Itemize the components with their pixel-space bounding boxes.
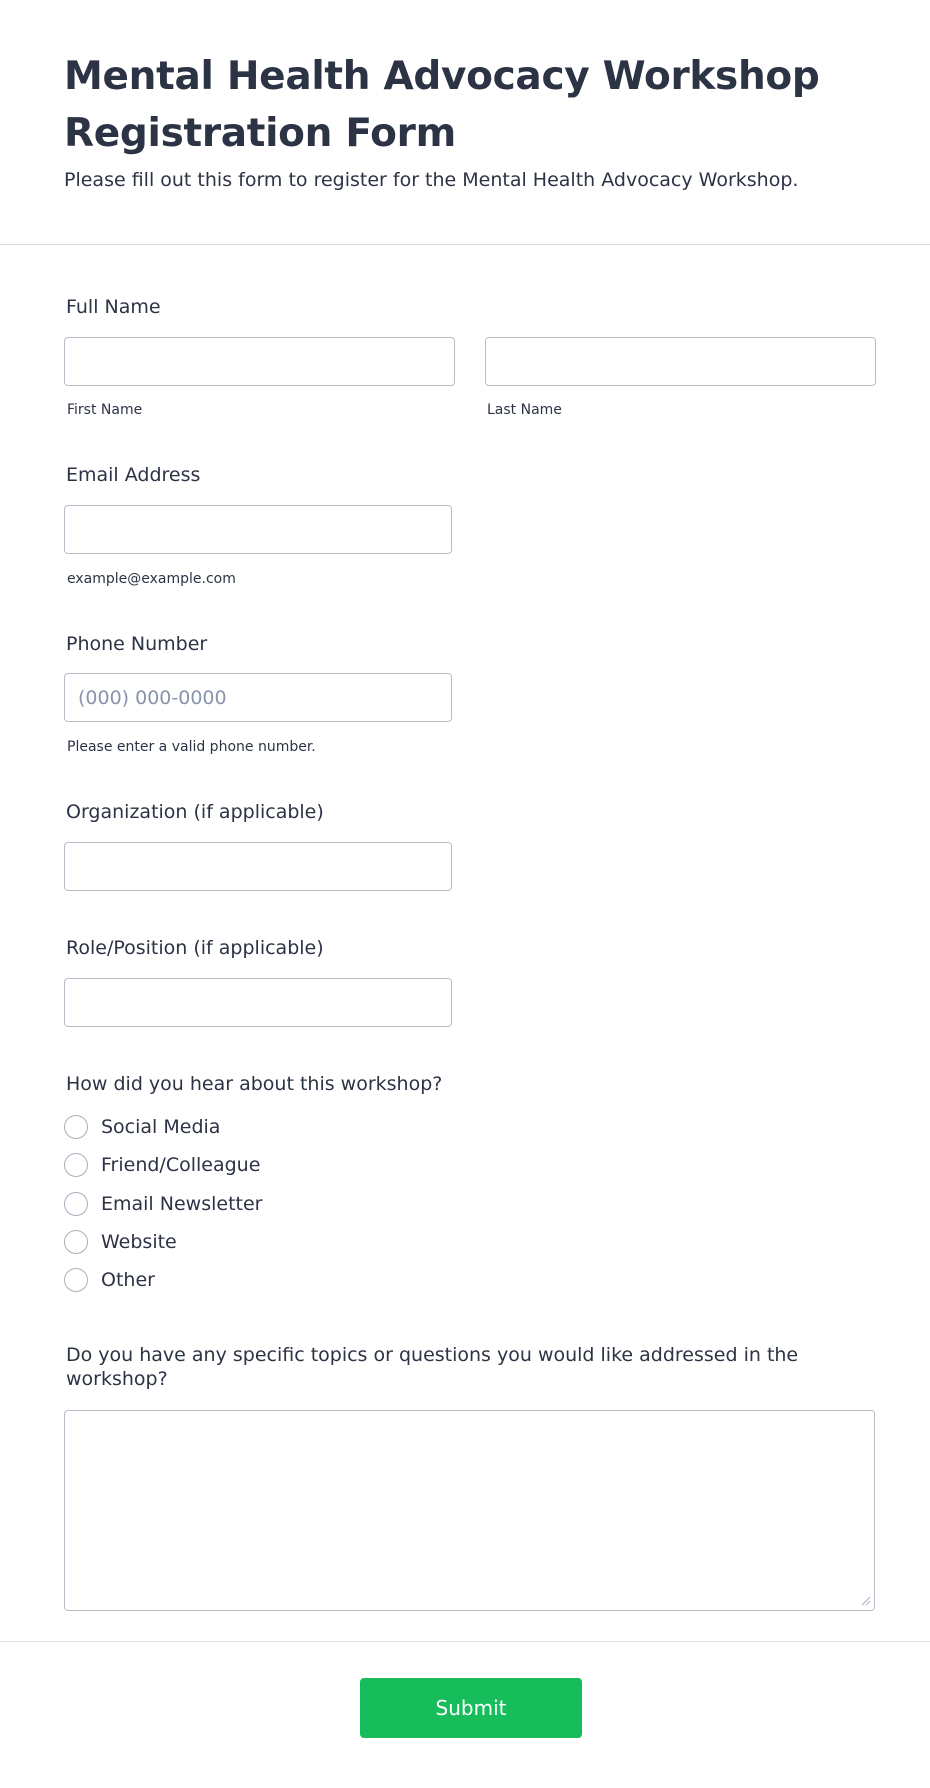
radio-label: Website (101, 1231, 177, 1253)
heard-about-label: How did you hear about this workshop? (66, 1073, 443, 1095)
radio-option-friend-colleague[interactable] (64, 1151, 260, 1179)
last-name-sublabel: Last Name (487, 402, 562, 418)
organization-label: Organization (if applicable) (66, 801, 324, 823)
radio-button[interactable] (64, 1230, 88, 1254)
radio-button[interactable] (64, 1268, 88, 1292)
full-name-label: Full Name (66, 296, 161, 318)
phone-sublabel: Please enter a valid phone number. (67, 739, 316, 755)
email-sublabel: example@example.com (67, 571, 236, 587)
radio-option-social-media[interactable] (64, 1113, 220, 1141)
email-field[interactable] (64, 505, 452, 554)
radio-option-other[interactable] (64, 1266, 155, 1294)
form-header (0, 0, 930, 245)
phone-input[interactable] (64, 673, 452, 722)
page-title: Mental Health Advocacy Workshop Registration Form (64, 54, 820, 156)
organization-input[interactable] (64, 842, 452, 891)
radio-option-email-newsletter[interactable] (64, 1190, 262, 1218)
radio-button[interactable] (64, 1153, 88, 1177)
first-name-input[interactable] (64, 337, 455, 386)
phone-label: Phone Number (66, 633, 208, 655)
email-label: Email Address (66, 464, 201, 486)
radio-label: Other (101, 1269, 155, 1291)
radio-label: Social Media (101, 1116, 221, 1138)
role-input[interactable] (64, 978, 452, 1027)
radio-button[interactable] (64, 1192, 88, 1216)
page-subtitle: Please fill out this form to register for the Mental Health Advocacy Workshop. (64, 169, 799, 191)
resize-grip-icon[interactable] (859, 1594, 871, 1606)
submit-button[interactable]: Submit (360, 1678, 582, 1738)
topics-textarea[interactable] (64, 1410, 875, 1611)
radio-button[interactable] (64, 1115, 88, 1139)
last-name-input[interactable] (485, 337, 876, 386)
first-name-sublabel: First Name (67, 402, 143, 418)
role-label: Role/Position (if applicable) (66, 937, 324, 959)
footer-divider (0, 1641, 930, 1642)
topics-label: Do you have any specific topics or questions you would like addressed in the workshop? (66, 1344, 799, 1390)
radio-label: Email Newsletter (101, 1193, 263, 1215)
radio-label: Friend/Colleague (101, 1154, 261, 1176)
radio-option-website[interactable] (64, 1228, 177, 1256)
